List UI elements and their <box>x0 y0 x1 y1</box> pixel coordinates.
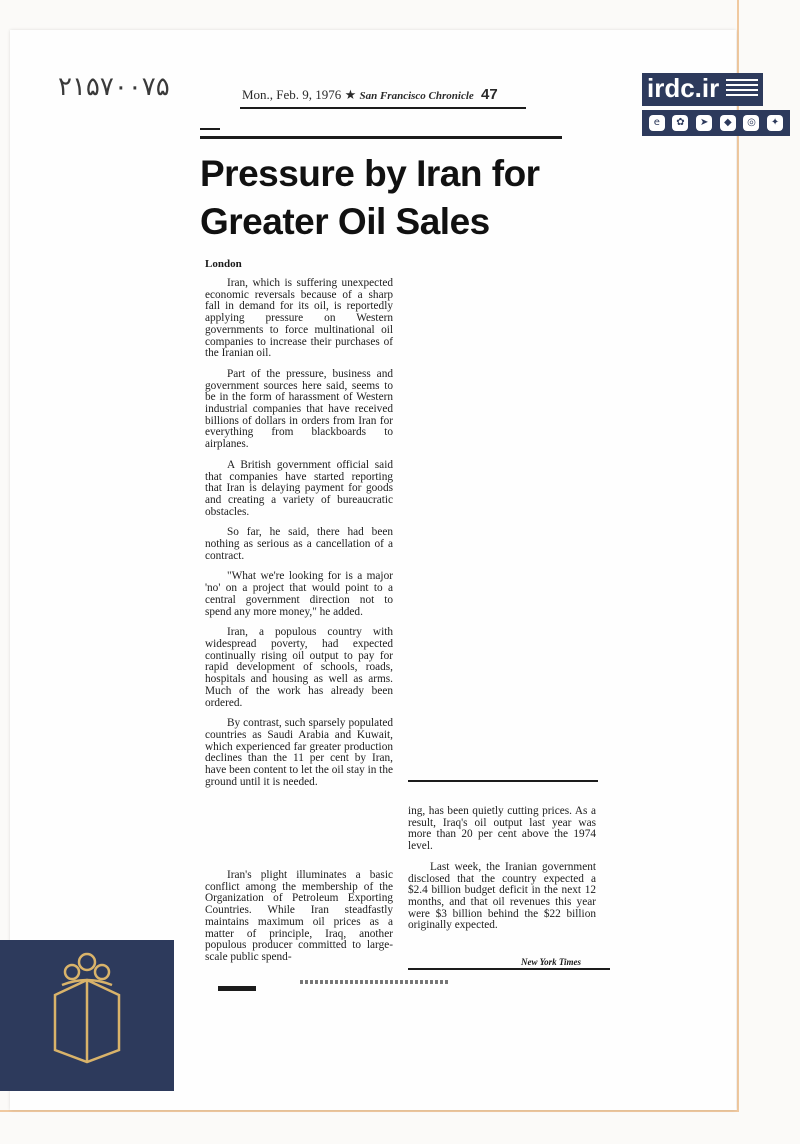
article-headline <box>200 150 580 246</box>
paragraph: Iran, a populous country with widespread poverty, had expected continually rising oil output to pay for rapid development of schools, roads, hospitals and housing as well as arms. Much of the work has already been ordered. <box>205 626 393 709</box>
headline-line-1: Pressure by Iran for <box>200 153 540 194</box>
paragraph: Last week, the Iranian government disclosed that the country expected a $2.4 billion budget deficit in the next 12 months, and that oil revenues this year were $3 billion behind the $22 billion originally expected. <box>408 860 596 932</box>
telegram-icon[interactable]: ➤ <box>696 115 712 131</box>
paragraph: A British government official said that companies have started reporting that Iran is delaying payment for goods and creating a variety of bureaucratic obstacles. <box>205 458 393 518</box>
article-place: London <box>205 258 242 270</box>
paragraph: Part of the pressure, business and government sources here said, seems to be in the form of harassment of Western industrial companies that have received billions of dollars in orders from Iran for everything from blackboards to airplanes. <box>205 367 393 451</box>
dateline <box>242 86 532 103</box>
aparat-icon[interactable]: ✿ <box>672 115 688 131</box>
brand-logo[interactable] <box>642 73 763 106</box>
article-column-1 <box>205 278 393 797</box>
frame-line-right <box>737 0 739 1110</box>
partial-rule <box>218 986 256 991</box>
scan-artifact <box>300 980 450 984</box>
book-emblem-icon <box>0 940 174 1091</box>
paragraph: ing, has been quietly cutting prices. As a result, Iraq's oil output last year was more than 20 per cent above the 1974 level. <box>408 805 596 853</box>
instagram-icon[interactable]: ◎ <box>743 115 759 131</box>
archive-number: ۲۱۵۷۰۰۷۵ <box>58 72 170 102</box>
headline-line-2: Greater Oil Sales <box>200 201 490 242</box>
dateline-star: ★ <box>344 87 357 102</box>
headline-rule <box>200 136 562 139</box>
twitter-icon[interactable]: ✦ <box>767 115 783 131</box>
dateline-paper: San Francisco Chronicle <box>359 90 474 102</box>
paragraph: Iran, which is suffering unexpected economic reversals because of a sharp fall in demand for its oil, is reportedly applying pressure on Western governments to force multinational oil companies to increase their purchases of the Iranian oil. <box>205 277 393 360</box>
column-2-rule <box>408 780 598 782</box>
eitaa-icon[interactable]: e <box>649 115 665 131</box>
bale-icon[interactable]: ◆ <box>720 115 736 131</box>
social-icons-bar <box>642 110 790 136</box>
paragraph: By contrast, such sparsely populated countries as Saudi Arabia and Kuwait, which experienced far greater production declines than the 11 per cent by Iran, have been content to let the oil stay in the ground until it is needed. <box>205 717 393 788</box>
article-column-2 <box>408 806 596 941</box>
brand-site: irdc.ir <box>647 73 720 103</box>
top-rule-thin <box>240 107 526 109</box>
dateline-date: Mon., Feb. 9, 1976 <box>242 87 342 102</box>
archive-emblem <box>0 940 174 1091</box>
dateline-page: 47 <box>481 86 498 103</box>
headline-rule-short <box>200 128 220 130</box>
article-column-1-bottom <box>205 870 393 973</box>
bottom-rule <box>408 968 610 970</box>
paragraph: Iran's plight illuminates a basic conflict among the membership of the Organization of Petroleum Exporting Countries. While Iran steadfastly maintains maximum oil prices as a matter of principle, Iraq, another populous producer committed to large-scale public spend- <box>205 869 393 963</box>
paragraph: "What we're looking for is a major 'no' on a project that would point to a central government direction not to spend any more money," he added. <box>205 570 393 618</box>
paragraph: So far, he said, there had been nothing as serious as a cancellation of a contract. <box>205 526 393 562</box>
frame-line-bottom <box>0 1110 739 1112</box>
brand-stripes-icon <box>726 79 758 99</box>
article-credit: New York Times <box>521 957 581 967</box>
